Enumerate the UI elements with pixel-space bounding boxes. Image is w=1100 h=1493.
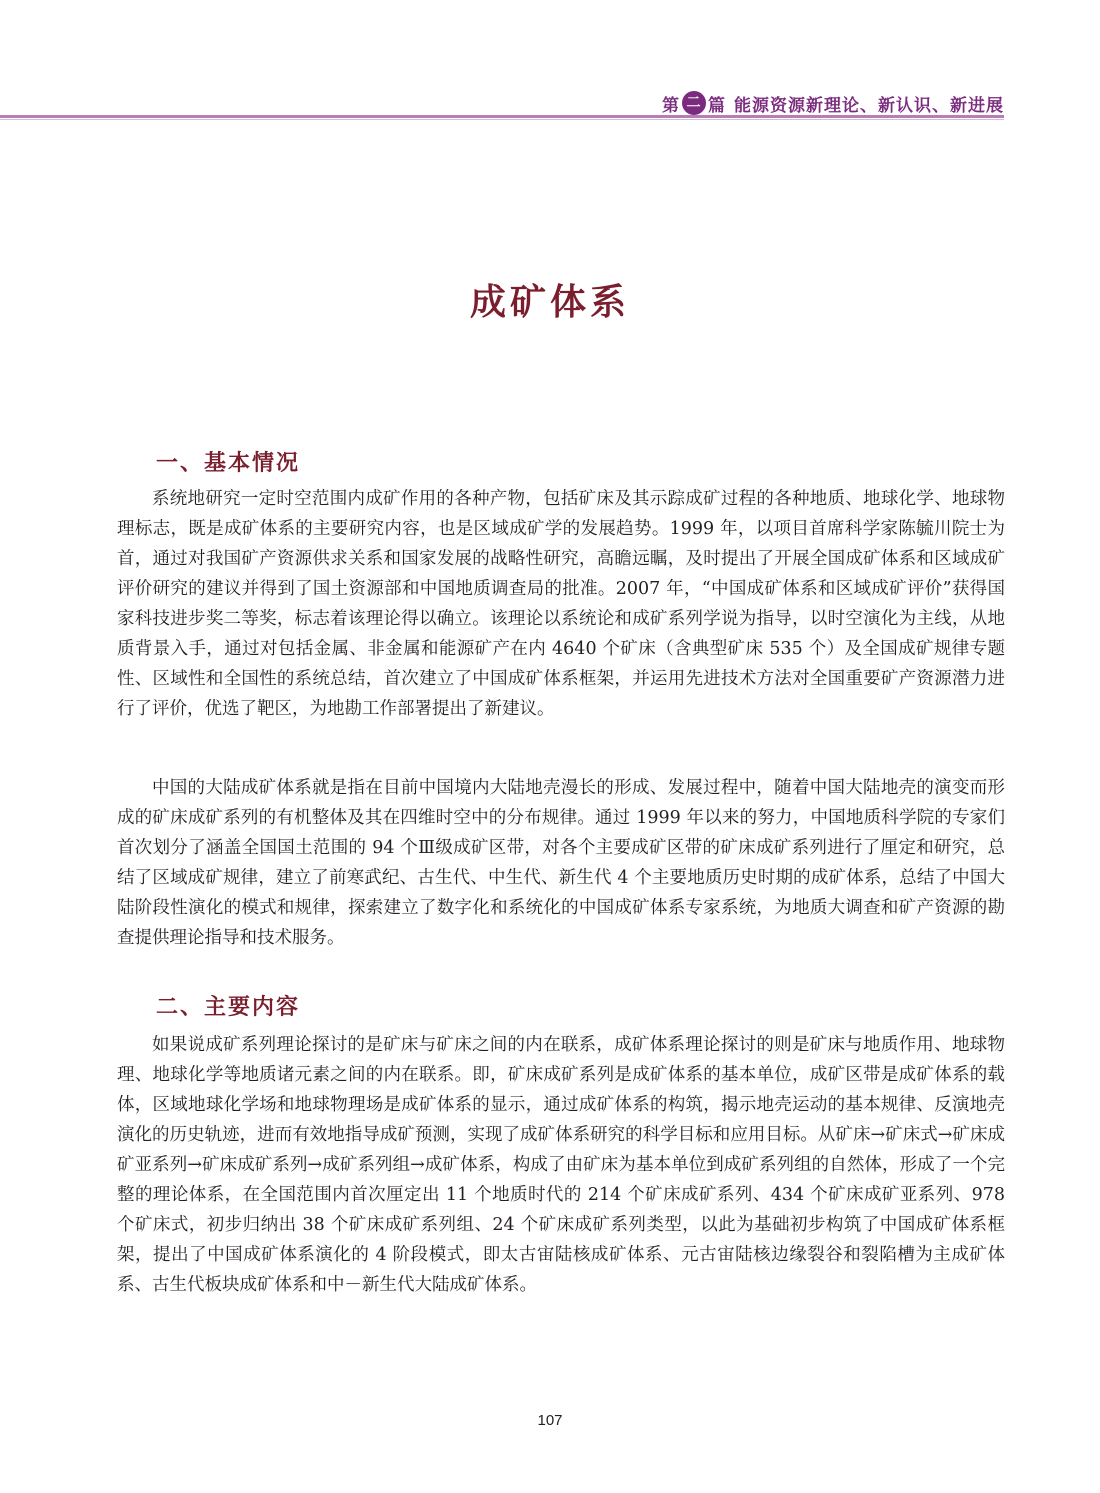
paragraph-main-1: 如果说成矿系列理论探讨的是矿床与矿床之间的内在联系，成矿体系理论探讨的则是矿床与地质作用、地球物理、地球化学等地质诸元素之间的内在联系。即，矿床成矿系列是成矿体系的基本单位，成矿区带是成矿体系的载体，区域地球化学场和地球物理场是成矿体系的显示，通过成矿体系的构筑，揭示地壳运动的基本规律、反演地壳演化的历史轨迹，进而有效地指导成矿预测，实现了成矿体系研究的科学目标和应用目标。从矿床→矿床式→矿床成矿亚系列→矿床成矿系列→成矿系列组→成矿体系，构成了由矿床为基本单位到成矿系列组的自然体，形成了一个完整的理论体系，在全国范围内首次厘定出 11 个地质时代的 214 个矿床成矿系列、434 个矿床成矿亚系列、978 个矿床式，初步归纳出 38 个矿床成矿系列组、24 个矿床成矿系列类型，以此为基础初步构筑了中国成矿体系框架，提出了中国成矿体系演化的 4 阶段模式，即太古宙陆核成矿体系、元古宙陆核边缘裂谷和裂陷槽为主成矿体系、古生代板块成矿体系和中－新生代大陆成矿体系。 (117, 1035, 1005, 1295)
header-subtitle: 能源资源新理论、新认识、新进展 (734, 95, 1004, 116)
part-suffix: 篇 (708, 95, 726, 116)
paragraph-basic-2: 中国的大陆成矿体系就是指在目前中国境内大陆地壳漫长的形成、发展过程中，随着中国大陆地壳的演变而形成的矿床成矿系列的有机整体及其在四维时空中的分布规律。通过 1999 年以来的努力，中国地质科学院的专家们首次划分了涵盖全国国土范围的 94 个Ⅲ级成矿区带，对各个主要成矿区带的矿床成矿系列进行了厘定和研究，总结了区域成矿规律，建立了前寒武纪、古生代、中生代、新生代 4 个主要地质历史时期的成矿体系，总结了中国大陆阶段性演化的模式和规律，探索建立了数字化和系统化的中国成矿体系专家系统，为地质大调查和矿产资源的勘查提供理论指导和技术服务。 (117, 778, 1005, 948)
header-rule-thin (0, 119, 1004, 120)
page-title: 成矿体系 (469, 282, 630, 323)
section-heading-main: 二、主要内容 (156, 995, 301, 1020)
header-rule (0, 115, 1004, 118)
running-header (662, 88, 1004, 118)
page-number: 107 (537, 1412, 563, 1429)
section-heading-basic: 一、基本情况 (156, 451, 301, 476)
paragraph-basic-1: 系统地研究一定时空范围内成矿作用的各种产物，包括矿床及其示踪成矿过程的各种地质、地球化学、地球物理标志，既是成矿体系的主要研究内容，也是区域成矿学的发展趋势。1999 年，以项目首席科学家陈毓川院士为首，通过对我国矿产资源供求关系和国家发展的战略性研究，高瞻远瞩，及时提出了开展全国成矿体系和区域成矿评价研究的建议并得到了国土资源部和中国地质调查局的批准。2007 年，“中国成矿体系和区域成矿评价”获得国家科技进步奖二等奖，标志着该理论得以确立。该理论以系统论和成矿系列学说为指导，以时空演化为主线，从地质背景入手，通过对包括金属、非金属和能源矿产在内 4640 个矿床（含典型矿床 535 个）及全国成矿规律专题性、区域性和全国性的系统总结，首次建立了中国成矿体系框架，并运用先进技术方法对全国重要矿产资源潜力进行了评价，优选了靶区，为地勘工作部署提出了新建议。 (117, 489, 1005, 719)
part-prefix: 第 (662, 95, 680, 116)
part-number-badge: 二 (682, 91, 706, 115)
